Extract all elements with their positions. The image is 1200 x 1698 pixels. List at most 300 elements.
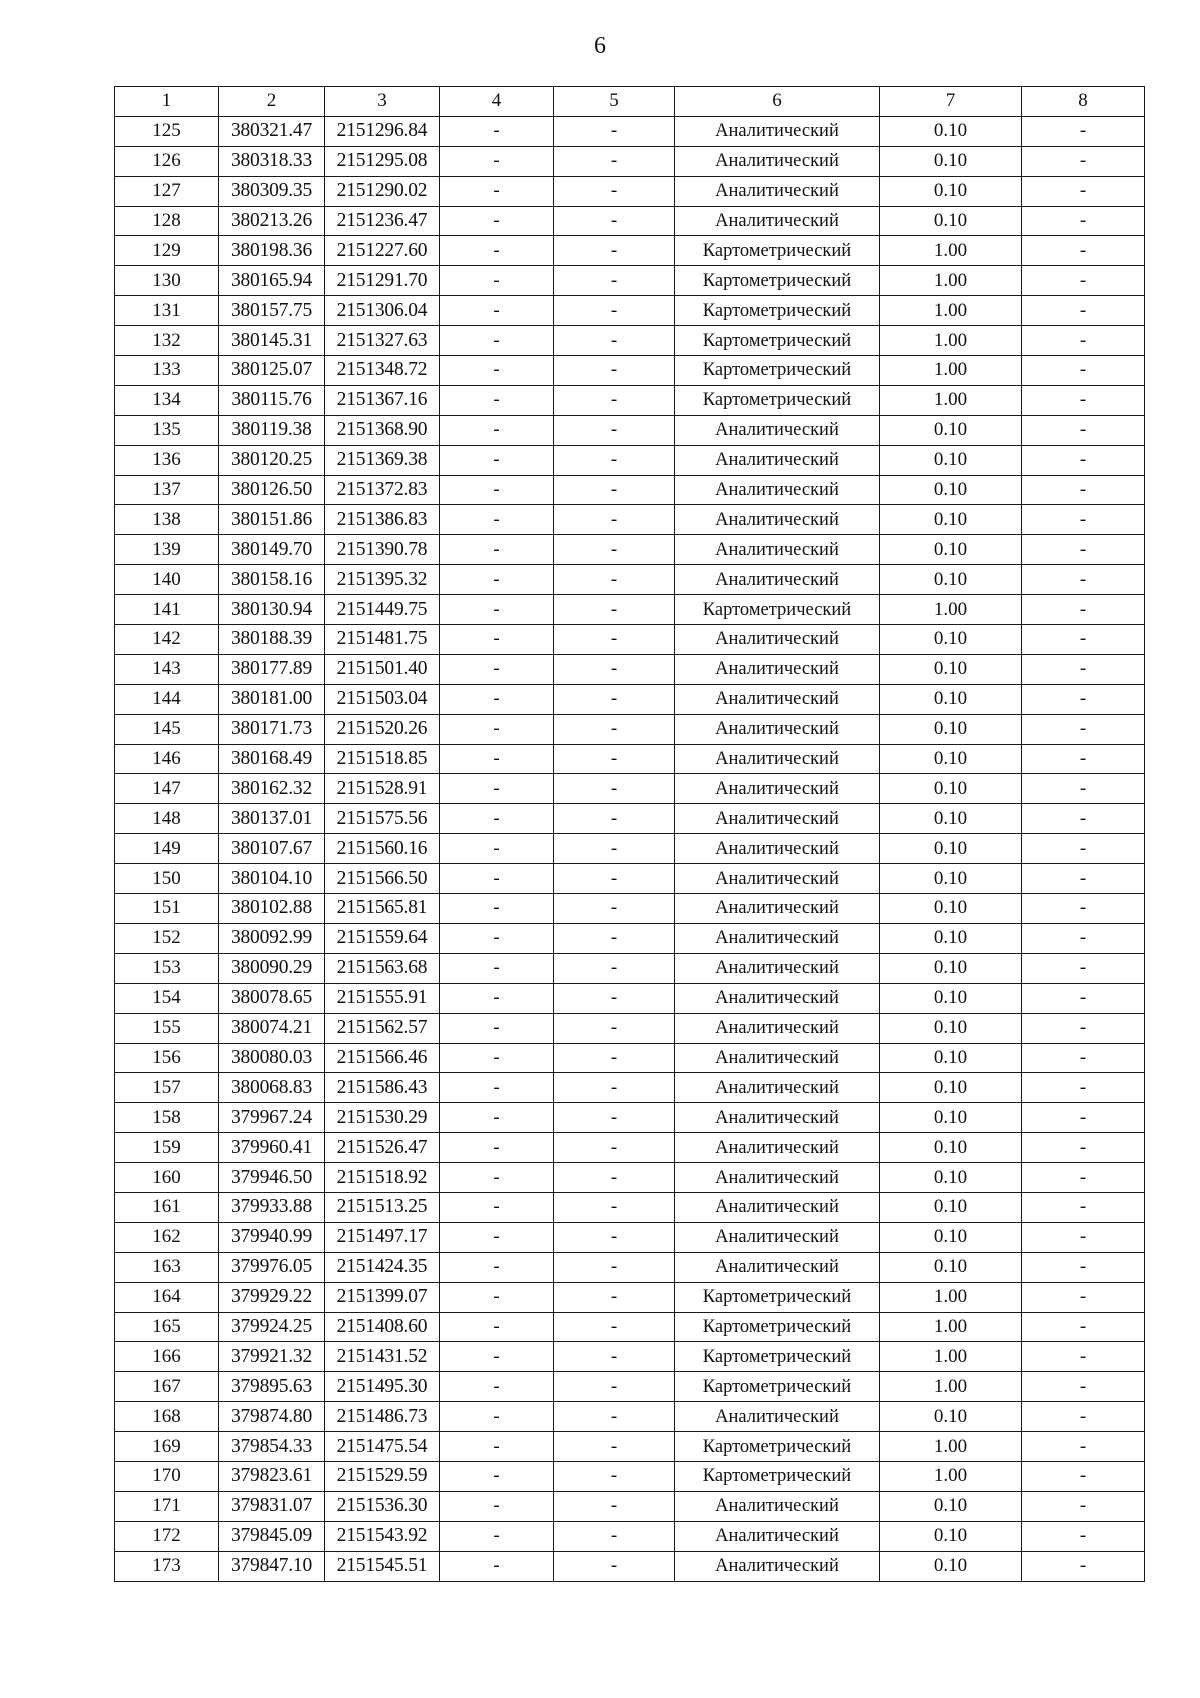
table-cell-col-8: - (1022, 505, 1145, 535)
table-cell-col-3: 2151368.90 (325, 415, 440, 445)
table-cell-col-3: 2151475.54 (325, 1432, 440, 1462)
table-row (115, 834, 1145, 864)
table-cell-col-3: 2151291.70 (325, 266, 440, 296)
table-cell-col-8: - (1022, 834, 1145, 864)
table-cell-col-6: Аналитический (675, 684, 880, 714)
table-cell-col-1: 145 (115, 714, 219, 744)
table-cell-col-3: 2151227.60 (325, 236, 440, 266)
table-cell-col-8: - (1022, 475, 1145, 505)
table-cell-col-2: 380090.29 (219, 953, 325, 983)
table-row (115, 684, 1145, 714)
table-cell-col-2: 379976.05 (219, 1252, 325, 1282)
table-cell-col-5: - (554, 654, 675, 684)
table-row (115, 236, 1145, 266)
table-cell-col-2: 379967.24 (219, 1103, 325, 1133)
table-cell-col-6: Картометрический (675, 385, 880, 415)
table-cell-col-8: - (1022, 326, 1145, 356)
table-cell-col-4: - (440, 1312, 554, 1342)
table-cell-col-1: 155 (115, 1013, 219, 1043)
table-cell-col-7: 0.10 (880, 206, 1022, 236)
table-cell-col-2: 380119.38 (219, 415, 325, 445)
table-cell-col-3: 2151526.47 (325, 1133, 440, 1163)
table-cell-col-4: - (440, 296, 554, 326)
table-cell-col-5: - (554, 1043, 675, 1073)
table-cell-col-2: 379929.22 (219, 1282, 325, 1312)
table-cell-col-1: 125 (115, 116, 219, 146)
table-cell-col-7: 1.00 (880, 266, 1022, 296)
table-cell-col-1: 135 (115, 415, 219, 445)
table-cell-col-4: - (440, 983, 554, 1013)
table-cell-col-1: 152 (115, 923, 219, 953)
table-cell-col-3: 2151566.46 (325, 1043, 440, 1073)
table-cell-col-5: - (554, 953, 675, 983)
table-cell-col-8: - (1022, 146, 1145, 176)
table-row (115, 176, 1145, 206)
table-cell-col-5: - (554, 356, 675, 386)
table-cell-col-6: Аналитический (675, 1133, 880, 1163)
table-cell-col-8: - (1022, 236, 1145, 266)
column-header-2: 2 (219, 87, 325, 117)
table-cell-col-2: 380198.36 (219, 236, 325, 266)
table-cell-col-5: - (554, 1073, 675, 1103)
table-cell-col-8: - (1022, 1252, 1145, 1282)
table-cell-col-5: - (554, 804, 675, 834)
table-cell-col-1: 154 (115, 983, 219, 1013)
table-cell-col-4: - (440, 894, 554, 924)
table-cell-col-4: - (440, 654, 554, 684)
table-cell-col-7: 0.10 (880, 684, 1022, 714)
table-cell-col-2: 380102.88 (219, 894, 325, 924)
table-cell-col-2: 379831.07 (219, 1491, 325, 1521)
table-cell-col-2: 380130.94 (219, 595, 325, 625)
table-cell-col-4: - (440, 1461, 554, 1491)
table-cell-col-5: - (554, 266, 675, 296)
table-cell-col-1: 166 (115, 1342, 219, 1372)
table-cell-col-4: - (440, 1133, 554, 1163)
table-cell-col-3: 2151497.17 (325, 1222, 440, 1252)
table-cell-col-2: 380125.07 (219, 356, 325, 386)
table-cell-col-6: Аналитический (675, 625, 880, 655)
table-cell-col-5: - (554, 1103, 675, 1133)
table-cell-col-6: Аналитический (675, 654, 880, 684)
table-row (115, 1013, 1145, 1043)
table-cell-col-3: 2151501.40 (325, 654, 440, 684)
column-header-4: 4 (440, 87, 554, 117)
table-cell-col-3: 2151495.30 (325, 1372, 440, 1402)
table-cell-col-8: - (1022, 206, 1145, 236)
table-cell-col-8: - (1022, 116, 1145, 146)
table-cell-col-4: - (440, 923, 554, 953)
table-cell-col-8: - (1022, 1282, 1145, 1312)
table-cell-col-7: 0.10 (880, 923, 1022, 953)
table-row (115, 654, 1145, 684)
table-cell-col-8: - (1022, 983, 1145, 1013)
table-cell-col-6: Картометрический (675, 236, 880, 266)
table-row (115, 1402, 1145, 1432)
table-cell-col-3: 2151372.83 (325, 475, 440, 505)
table-cell-col-8: - (1022, 1372, 1145, 1402)
table-cell-col-5: - (554, 1372, 675, 1402)
table-cell-col-4: - (440, 146, 554, 176)
table-cell-col-3: 2151586.43 (325, 1073, 440, 1103)
table-cell-col-8: - (1022, 1103, 1145, 1133)
table-cell-col-4: - (440, 565, 554, 595)
table-cell-col-8: - (1022, 415, 1145, 445)
table-cell-col-1: 158 (115, 1103, 219, 1133)
table-cell-col-5: - (554, 1432, 675, 1462)
table-cell-col-5: - (554, 475, 675, 505)
table-cell-col-1: 127 (115, 176, 219, 206)
table-cell-col-7: 0.10 (880, 654, 1022, 684)
table-cell-col-7: 0.10 (880, 774, 1022, 804)
table-cell-col-1: 170 (115, 1461, 219, 1491)
table-cell-col-2: 379823.61 (219, 1461, 325, 1491)
table-cell-col-1: 132 (115, 326, 219, 356)
table-cell-col-8: - (1022, 654, 1145, 684)
table-cell-col-7: 0.10 (880, 1043, 1022, 1073)
table-row (115, 565, 1145, 595)
table-cell-col-8: - (1022, 1402, 1145, 1432)
table-cell-col-5: - (554, 1192, 675, 1222)
table-cell-col-5: - (554, 385, 675, 415)
table-cell-col-5: - (554, 923, 675, 953)
table-cell-col-8: - (1022, 595, 1145, 625)
table-cell-col-4: - (440, 834, 554, 864)
table-cell-col-8: - (1022, 625, 1145, 655)
table-cell-col-2: 379854.33 (219, 1432, 325, 1462)
table-cell-col-7: 0.10 (880, 1252, 1022, 1282)
table-cell-col-3: 2151290.02 (325, 176, 440, 206)
table-cell-col-2: 380158.16 (219, 565, 325, 595)
table-cell-col-4: - (440, 804, 554, 834)
table-cell-col-7: 0.10 (880, 1103, 1022, 1133)
table-cell-col-1: 163 (115, 1252, 219, 1282)
table-cell-col-1: 153 (115, 953, 219, 983)
table-cell-col-2: 380151.86 (219, 505, 325, 535)
table-cell-col-1: 171 (115, 1491, 219, 1521)
table-cell-col-3: 2151529.59 (325, 1461, 440, 1491)
table-cell-col-5: - (554, 684, 675, 714)
table-cell-col-8: - (1022, 176, 1145, 206)
table-row (115, 356, 1145, 386)
table-cell-col-8: - (1022, 445, 1145, 475)
table-cell-col-8: - (1022, 744, 1145, 774)
table-row (115, 1073, 1145, 1103)
table-cell-col-5: - (554, 1342, 675, 1372)
table-cell-col-6: Аналитический (675, 1521, 880, 1551)
table-cell-col-6: Аналитический (675, 415, 880, 445)
table-cell-col-1: 129 (115, 236, 219, 266)
table-cell-col-4: - (440, 595, 554, 625)
table-header-row (115, 87, 1145, 117)
table-cell-col-3: 2151295.08 (325, 146, 440, 176)
table-cell-col-2: 380104.10 (219, 864, 325, 894)
table-cell-col-1: 157 (115, 1073, 219, 1103)
table-cell-col-4: - (440, 356, 554, 386)
table-cell-col-8: - (1022, 1521, 1145, 1551)
table-cell-col-4: - (440, 445, 554, 475)
table-cell-col-6: Картометрический (675, 1432, 880, 1462)
table-row (115, 1372, 1145, 1402)
table-row (115, 1252, 1145, 1282)
table-cell-col-7: 1.00 (880, 595, 1022, 625)
table-cell-col-1: 167 (115, 1372, 219, 1402)
table-cell-col-8: - (1022, 1461, 1145, 1491)
coordinates-table (114, 86, 1145, 1582)
table-cell-col-5: - (554, 1013, 675, 1043)
table-cell-col-5: - (554, 1133, 675, 1163)
table-cell-col-2: 380213.26 (219, 206, 325, 236)
table-cell-col-1: 144 (115, 684, 219, 714)
table-row (115, 326, 1145, 356)
table-cell-col-3: 2151575.56 (325, 804, 440, 834)
column-header-7: 7 (880, 87, 1022, 117)
table-cell-col-1: 150 (115, 864, 219, 894)
table-cell-col-4: - (440, 266, 554, 296)
table-cell-col-7: 0.10 (880, 146, 1022, 176)
table-cell-col-6: Аналитический (675, 1013, 880, 1043)
table-cell-col-5: - (554, 445, 675, 475)
table-cell-col-3: 2151536.30 (325, 1491, 440, 1521)
table-cell-col-1: 138 (115, 505, 219, 535)
table-cell-col-7: 0.10 (880, 415, 1022, 445)
table-cell-col-2: 380126.50 (219, 475, 325, 505)
table-cell-col-6: Аналитический (675, 1252, 880, 1282)
table-row (115, 475, 1145, 505)
table-cell-col-2: 380188.39 (219, 625, 325, 655)
table-cell-col-8: - (1022, 774, 1145, 804)
table-cell-col-1: 164 (115, 1282, 219, 1312)
table-cell-col-5: - (554, 1222, 675, 1252)
table-cell-col-1: 159 (115, 1133, 219, 1163)
table-row (115, 1432, 1145, 1462)
table-cell-col-6: Картометрический (675, 326, 880, 356)
table-cell-col-6: Аналитический (675, 953, 880, 983)
table-cell-col-3: 2151559.64 (325, 923, 440, 953)
table-cell-col-6: Аналитический (675, 1073, 880, 1103)
table-cell-col-6: Картометрический (675, 1342, 880, 1372)
table-row (115, 1282, 1145, 1312)
table-cell-col-6: Аналитический (675, 1103, 880, 1133)
table-row (115, 1163, 1145, 1193)
table-row (115, 146, 1145, 176)
table-cell-col-5: - (554, 236, 675, 266)
table-cell-col-2: 380080.03 (219, 1043, 325, 1073)
table-cell-col-1: 133 (115, 356, 219, 386)
table-cell-col-4: - (440, 1521, 554, 1551)
table-cell-col-5: - (554, 625, 675, 655)
table-cell-col-8: - (1022, 864, 1145, 894)
table-cell-col-5: - (554, 415, 675, 445)
table-cell-col-1: 142 (115, 625, 219, 655)
table-cell-col-2: 379874.80 (219, 1402, 325, 1432)
table-cell-col-4: - (440, 1252, 554, 1282)
table-cell-col-6: Картометрический (675, 1282, 880, 1312)
table-cell-col-1: 172 (115, 1521, 219, 1551)
table-row (115, 1521, 1145, 1551)
table-cell-col-5: - (554, 595, 675, 625)
table-cell-col-6: Аналитический (675, 1491, 880, 1521)
table-cell-col-4: - (440, 625, 554, 655)
table-cell-col-1: 126 (115, 146, 219, 176)
table-cell-col-8: - (1022, 1551, 1145, 1581)
table-row (115, 1133, 1145, 1163)
table-cell-col-7: 0.10 (880, 176, 1022, 206)
table-cell-col-6: Аналитический (675, 1402, 880, 1432)
table-cell-col-1: 141 (115, 595, 219, 625)
table-cell-col-3: 2151530.29 (325, 1103, 440, 1133)
table-row (115, 1043, 1145, 1073)
table-cell-col-7: 0.10 (880, 1133, 1022, 1163)
table-cell-col-6: Аналитический (675, 176, 880, 206)
table-cell-col-5: - (554, 894, 675, 924)
table-cell-col-1: 136 (115, 445, 219, 475)
table-row (115, 774, 1145, 804)
table-cell-col-8: - (1022, 1163, 1145, 1193)
table-cell-col-8: - (1022, 1312, 1145, 1342)
table-cell-col-1: 139 (115, 535, 219, 565)
table-cell-col-3: 2151296.84 (325, 116, 440, 146)
table-cell-col-8: - (1022, 1073, 1145, 1103)
table-cell-col-2: 380177.89 (219, 654, 325, 684)
table-cell-col-7: 0.10 (880, 744, 1022, 774)
table-cell-col-3: 2151486.73 (325, 1402, 440, 1432)
table-cell-col-1: 168 (115, 1402, 219, 1432)
table-cell-col-4: - (440, 774, 554, 804)
table-cell-col-6: Картометрический (675, 595, 880, 625)
table-row (115, 714, 1145, 744)
table-cell-col-8: - (1022, 1192, 1145, 1222)
table-cell-col-5: - (554, 116, 675, 146)
table-cell-col-7: 0.10 (880, 1521, 1022, 1551)
table-cell-col-8: - (1022, 296, 1145, 326)
table-cell-col-7: 0.10 (880, 1491, 1022, 1521)
table-cell-col-6: Аналитический (675, 535, 880, 565)
table-cell-col-8: - (1022, 1222, 1145, 1252)
table-cell-col-7: 0.10 (880, 953, 1022, 983)
table-cell-col-7: 1.00 (880, 236, 1022, 266)
table-cell-col-7: 0.10 (880, 535, 1022, 565)
table-row (115, 1222, 1145, 1252)
table-cell-col-5: - (554, 296, 675, 326)
table-row (115, 385, 1145, 415)
table-cell-col-3: 2151348.72 (325, 356, 440, 386)
table-cell-col-4: - (440, 1043, 554, 1073)
table-cell-col-8: - (1022, 1491, 1145, 1521)
table-cell-col-6: Аналитический (675, 744, 880, 774)
table-cell-col-2: 380078.65 (219, 983, 325, 1013)
table-cell-col-3: 2151431.52 (325, 1342, 440, 1372)
table-cell-col-1: 134 (115, 385, 219, 415)
table-cell-col-5: - (554, 1521, 675, 1551)
table-cell-col-3: 2151408.60 (325, 1312, 440, 1342)
table-cell-col-1: 130 (115, 266, 219, 296)
column-header-3: 3 (325, 87, 440, 117)
table-cell-col-2: 380068.83 (219, 1073, 325, 1103)
table-cell-col-5: - (554, 1491, 675, 1521)
table-cell-col-3: 2151560.16 (325, 834, 440, 864)
column-header-8: 8 (1022, 87, 1145, 117)
table-cell-col-3: 2151481.75 (325, 625, 440, 655)
table-cell-col-6: Аналитический (675, 146, 880, 176)
table-cell-col-4: - (440, 1163, 554, 1193)
table-cell-col-7: 0.10 (880, 1013, 1022, 1043)
table-row (115, 1491, 1145, 1521)
table-cell-col-2: 379960.41 (219, 1133, 325, 1163)
table-cell-col-4: - (440, 1192, 554, 1222)
table-cell-col-7: 0.10 (880, 505, 1022, 535)
table-cell-col-1: 161 (115, 1192, 219, 1222)
table-cell-col-2: 380171.73 (219, 714, 325, 744)
table-cell-col-3: 2151518.85 (325, 744, 440, 774)
table-row (115, 535, 1145, 565)
table-cell-col-4: - (440, 714, 554, 744)
table-cell-col-5: - (554, 565, 675, 595)
table-cell-col-5: - (554, 1461, 675, 1491)
table-row (115, 864, 1145, 894)
table-cell-col-7: 0.10 (880, 116, 1022, 146)
table-cell-col-5: - (554, 176, 675, 206)
table-cell-col-1: 148 (115, 804, 219, 834)
table-cell-col-7: 1.00 (880, 296, 1022, 326)
table-cell-col-2: 380092.99 (219, 923, 325, 953)
table-cell-col-2: 380309.35 (219, 176, 325, 206)
table-cell-col-5: - (554, 983, 675, 1013)
table-cell-col-8: - (1022, 684, 1145, 714)
table-row (115, 1192, 1145, 1222)
table-cell-col-2: 380318.33 (219, 146, 325, 176)
table-cell-col-7: 1.00 (880, 356, 1022, 386)
column-header-5: 5 (554, 87, 675, 117)
table-cell-col-6: Аналитический (675, 505, 880, 535)
table-cell-col-6: Аналитический (675, 1192, 880, 1222)
table-cell-col-5: - (554, 1252, 675, 1282)
table-cell-col-7: 1.00 (880, 1432, 1022, 1462)
table-cell-col-8: - (1022, 953, 1145, 983)
table-cell-col-8: - (1022, 714, 1145, 744)
table-cell-col-4: - (440, 864, 554, 894)
table-cell-col-6: Аналитический (675, 1043, 880, 1073)
table-row (115, 1342, 1145, 1372)
table-cell-col-7: 0.10 (880, 445, 1022, 475)
table-cell-col-6: Аналитический (675, 894, 880, 924)
table-cell-col-7: 0.10 (880, 983, 1022, 1013)
table-cell-col-4: - (440, 1491, 554, 1521)
table-cell-col-3: 2151424.35 (325, 1252, 440, 1282)
table-cell-col-3: 2151528.91 (325, 774, 440, 804)
table-row (115, 953, 1145, 983)
table-cell-col-3: 2151566.50 (325, 864, 440, 894)
table-cell-col-4: - (440, 1342, 554, 1372)
table-cell-col-2: 380168.49 (219, 744, 325, 774)
table-cell-col-8: - (1022, 266, 1145, 296)
table-cell-col-4: - (440, 535, 554, 565)
table-cell-col-2: 379924.25 (219, 1312, 325, 1342)
table-cell-col-8: - (1022, 923, 1145, 953)
table-cell-col-6: Аналитический (675, 804, 880, 834)
table-cell-col-2: 380120.25 (219, 445, 325, 475)
table-cell-col-4: - (440, 744, 554, 774)
table-cell-col-1: 143 (115, 654, 219, 684)
table-cell-col-7: 1.00 (880, 326, 1022, 356)
table-cell-col-5: - (554, 714, 675, 744)
table-cell-col-6: Картометрический (675, 296, 880, 326)
table-cell-col-1: 165 (115, 1312, 219, 1342)
table-cell-col-6: Картометрический (675, 266, 880, 296)
table-cell-col-8: - (1022, 894, 1145, 924)
table-cell-col-6: Аналитический (675, 774, 880, 804)
table-cell-col-4: - (440, 1551, 554, 1581)
